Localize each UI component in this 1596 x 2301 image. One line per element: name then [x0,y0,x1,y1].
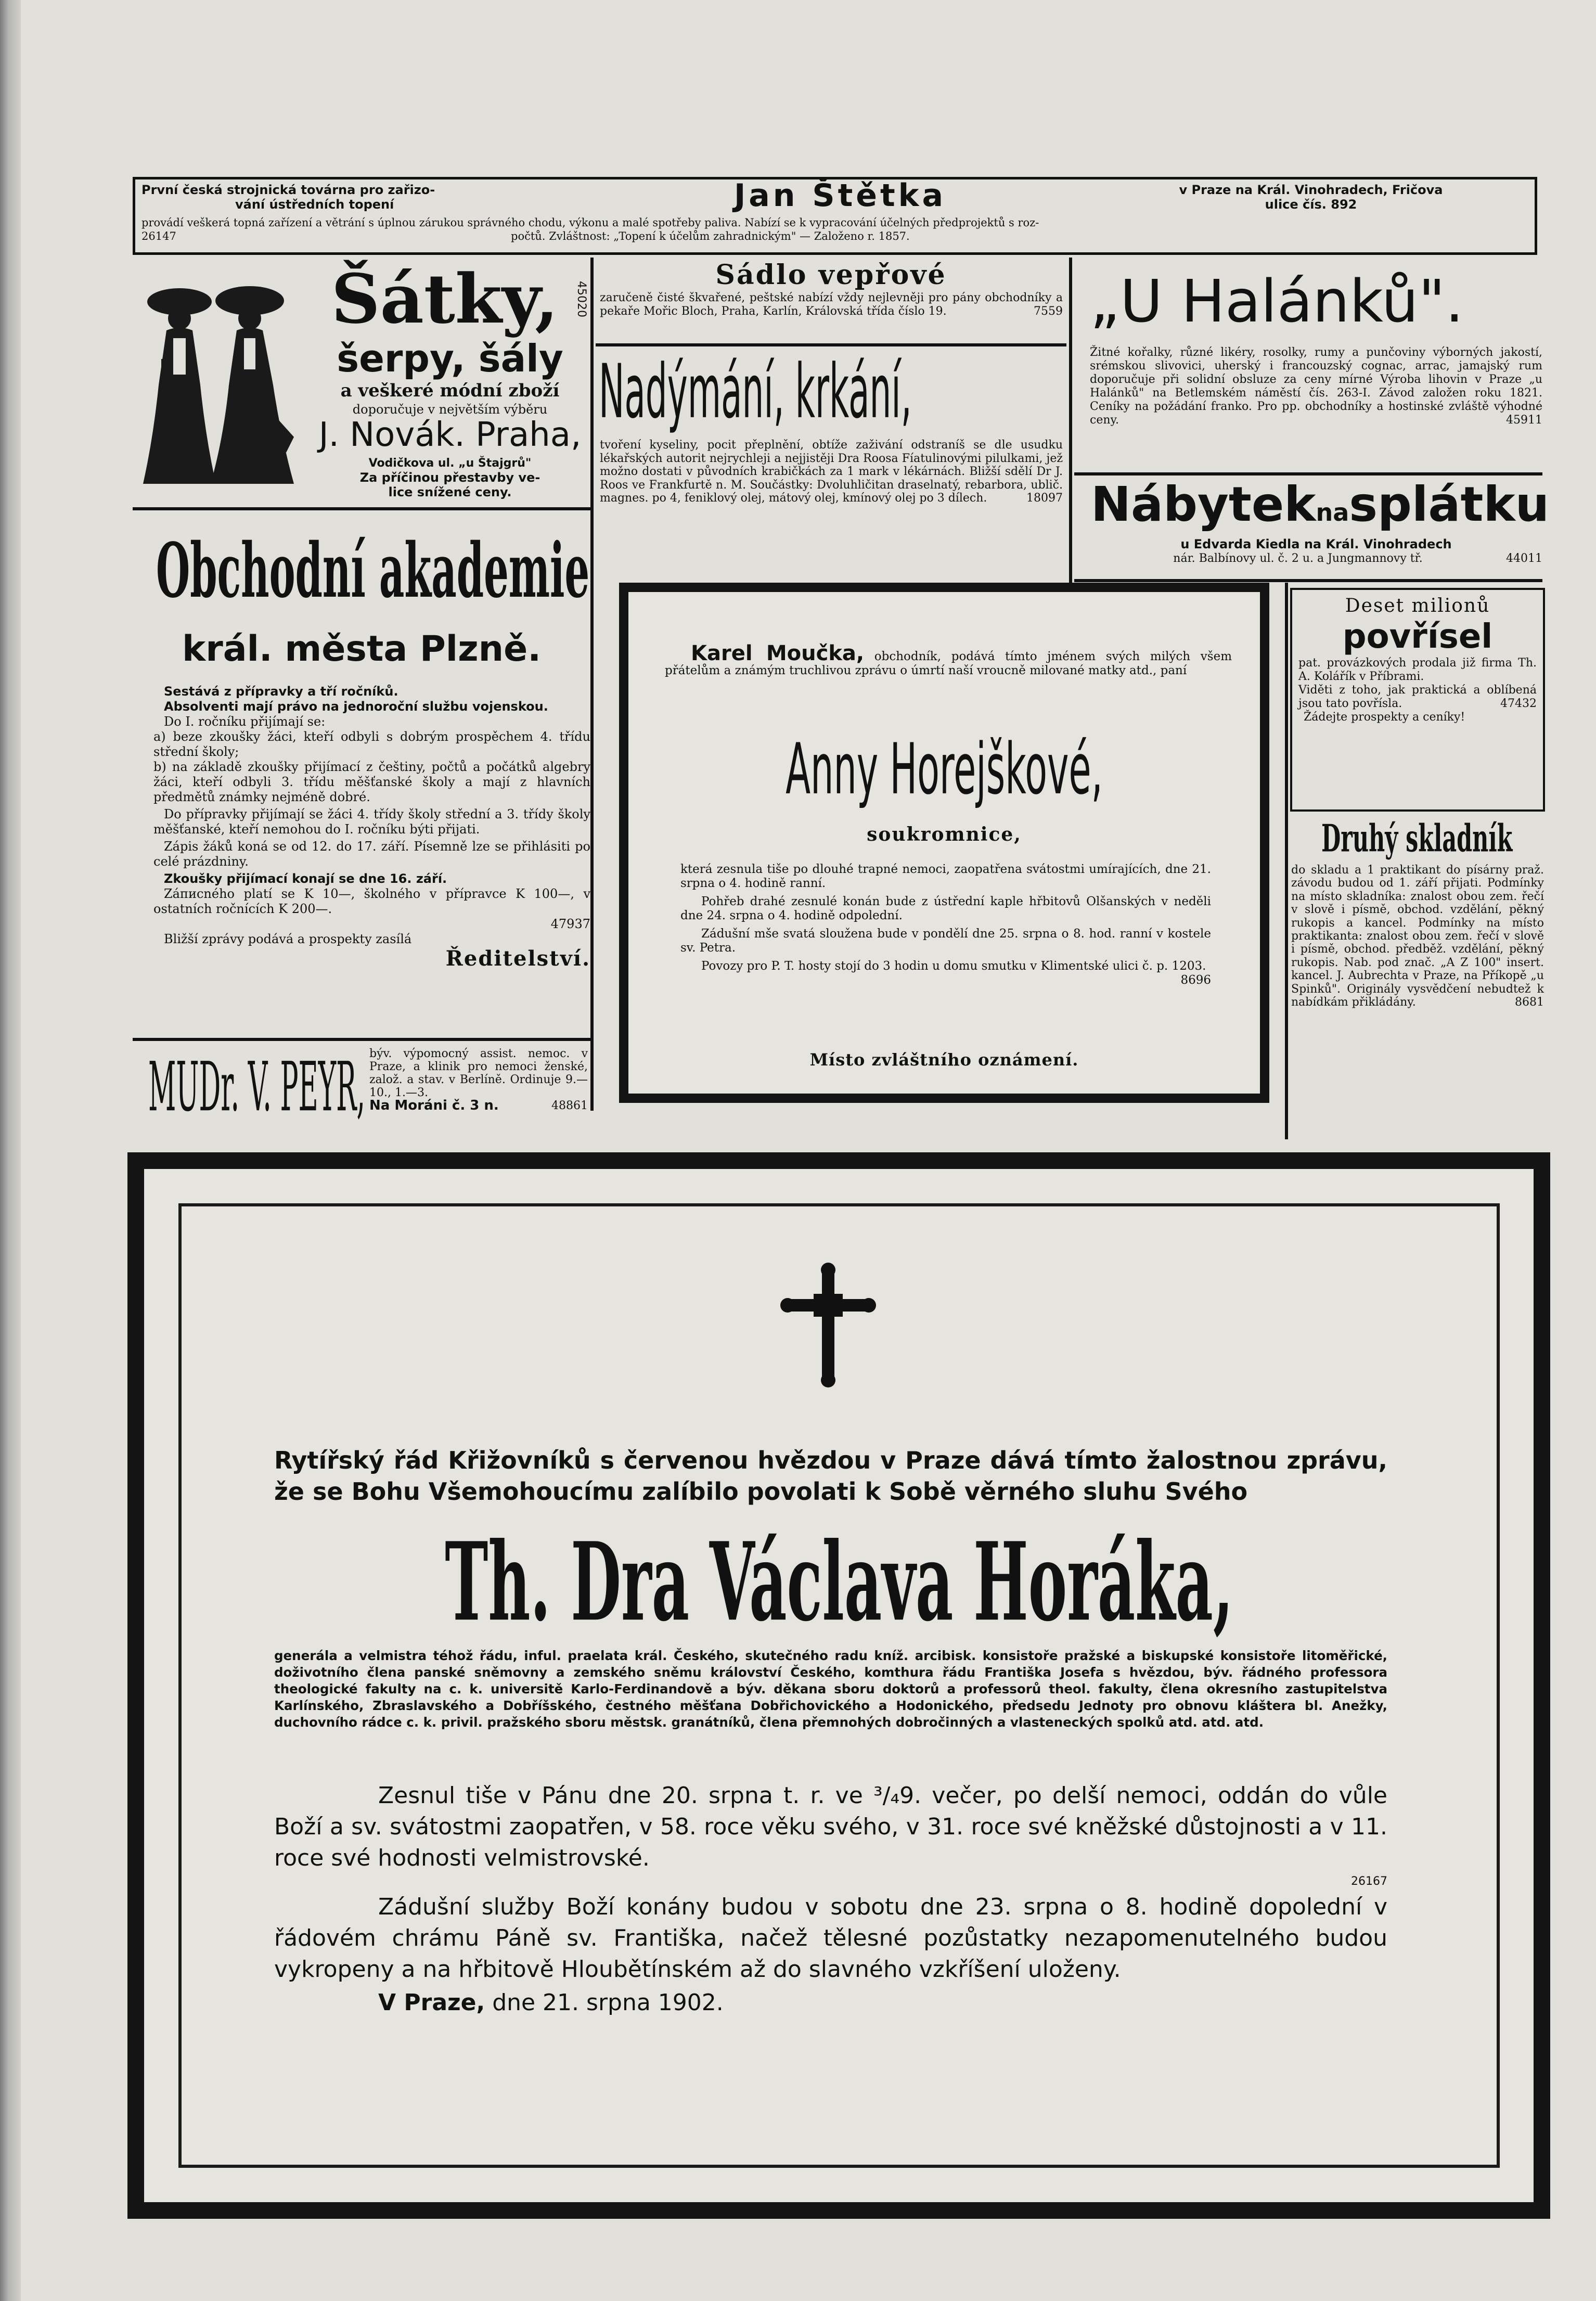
nabytek-body2: nár. Balbínovy ul. č. 2 u. a Jungmannovy tř. [1173,552,1423,565]
peyr-ad [133,1043,590,1132]
satky-note: Za příčinou přestavby ve- [359,470,540,485]
moucka-code: 8696 [1180,973,1211,987]
satky-note2: lice snížené ceny. [388,485,512,499]
moucka-notice [619,583,1269,1103]
akademie-p8: Zkoušky přijímací konají se dne 16. září. [164,871,447,886]
page-edge [0,0,21,2301]
satky-line: a veškeré módní zboží [340,380,560,401]
povrisel-body: pat. provázkových prodala již firma Th. A. Kolářík v Příbrami. [1298,657,1537,683]
akademie-ad [133,512,590,1038]
satky-code: 45020 [575,281,588,317]
satky-title: Šátky, [331,259,559,339]
peyr-code: 48861 [551,1099,588,1112]
moucka-p4: Povozy pro P. T. hosty stojí do 3 hodin u domu smutku v Klimentské ulici č. p. 1203. [701,959,1206,973]
nabytek-rule [1074,579,1542,582]
nabytek-code: 44011 [1506,552,1542,565]
povrisel-body2: Viděti z toho, jak praktická a oblíbená jsou tato povřísla. [1298,684,1537,710]
peyr-title: MUDr. V. PEYR, [148,1047,366,1127]
moucka-name: Karel Moučka, [691,641,865,665]
satky-name: J. Novák. Praha, [318,416,582,454]
akademie-p4: a) beze zkoušky žáci, kteří odbyli s dobrým prospěchem 4. třídu střední školy; [153,729,590,759]
skladnik-code: 8681 [1515,996,1544,1009]
satky-rule [133,507,590,510]
sadlo-ad [596,260,1066,343]
akademie-p6: Do přípravky přijímají se žáci 4. třídy školy střední a 3. třídy školy měšťanské, kteří nemohou do I. ročníku býti přijati. [153,807,590,837]
akademie-title: Obchodní akademie [156,526,590,615]
main-notice-p2: Zádušní služby Boží konány budou v sobotu dne 23. srpna o 8. hodině dopolední v řádovém chrámu Páně sv. Františka, načež tělesné pozůstatky nezapomenutelného budou vykropeny a na hřbitově Hloubětínském až do slavného vzkříšení uloženy. [274,1894,1387,1983]
moucka-p1: která zesnula tiše po dlouhé trapné nemoci, zaopatřena svátostmi umírajících, dne 21. srpna o 4. hodině ranní. [680,863,1211,890]
main-notice-date: dne 21. srpna 1902. [492,1989,724,2016]
header-left-line1: První česká strojnická továrna pro zařizo- [141,183,435,197]
akademie-p7: Zápis žáků koná se od 12. do 17. září. Písemně lze se přihlásiti po celé prázdniny. [153,839,590,869]
column-rule-1 [590,258,594,1111]
sadlo-body: zaručeně čisté škvařené, peštské nabízí vždy nejlevněji pro pány obchodníky a pekaře Mořic Bloch, Praha, Karlín, Královská třída číslo 19. [600,291,1063,318]
nadymani-ad [596,348,1066,582]
skladnik-ad [1290,817,1545,1129]
halanku-title: „U Halánků". [1090,268,1464,336]
nabytek-body: u Edvarda Kiedla na Král. Vinohradech [1180,537,1452,551]
header-right-line2: ulice čís. 892 [1265,197,1357,212]
povrisel-ad [1290,588,1545,812]
skladnik-title: Druhý skladník [1321,816,1513,860]
moucka-intro: obchodník, podává tímto jménem svých milých všem přátelům a známým truchlivou zprávu o úmrtí naší vroucně milované matky atd., paní [665,650,1232,677]
header-right-line1: v Praze na Král. Vinohradech, Fričova [1179,183,1443,197]
sadlo-rule [596,343,1066,346]
column-rule-3 [1285,583,1288,1139]
newspaper-page [21,0,1596,2301]
halanku-ad [1074,260,1542,468]
moucka-deceased: Anny Horejškové, [786,728,1103,811]
header-company-name: Jan Štětka [733,177,947,214]
halanku-body: Žitné kořalky, různé likéry, rosolky, rumy a punčoviny výborných jakostí, srémskou slivovici, uherský i francouzský cognac, arrac, jamajský rum doporučuje při solidní obsluze za ceny mírné Výroba lihovin v Praze „u Halánků" na Betlemském náměstí čís. 263-I. Závod založen roku 1821. Ceníky na požádání franko. Pro pp. obchodníky a hostinské zvláště výhodné ceny. [1090,346,1542,427]
sadlo-code: 7559 [1034,305,1063,318]
main-notice-place: V Praze, [378,1989,485,2016]
nadymani-code: 18097 [1026,492,1063,505]
peyr-body: býv. výpomocný assist. nemoc. v Praze, a klinik pro nemoci ženské, založ. a stav. v Berlíně. Ordinuje 9.—10., 1.—3. [369,1047,588,1099]
akademie-sub: král. města Plzně. [182,628,542,670]
akademie-sign: Ředitelství. [445,946,590,971]
nadymani-title: Nadýmání, krkání, [599,348,912,435]
povrisel-title2: povřísel [1342,618,1493,656]
main-notice-intro: Rytířský řád Křižovníků s červenou hvězdou v Praze dává tímto žalostnou zprávu, že se Bohu Všemohoucímu zalíbilo povolati k Sobě věrného sluhu Svého [274,1446,1387,1506]
header-ad [133,177,1537,255]
header-body: provádí veškerá topná zařízení a větrání s úplnou zárukou správného chodu, výkonu a malé spotřeby paliva. Nabízí se k vypracování účelných předprojektů s roz- [141,216,1039,229]
akademie-p9: Záписného platí se K 10—, školného v přípravce K 100—, v ostatních ročnících K 200—. [153,886,590,916]
main-notice-p1: Zesnul tiše v Pánu dne 20. srpna t. r. ve ³/₄9. večer, po delší nemoci, oddán do vůle Boží a sv. svátostmi zaopatřen, v 58. roce věku svého, v 31. roce své kněžské důstojnosti a v 11. roce své hodnosti velmistrovské. [274,1782,1387,1871]
women-figures-illustration [138,281,304,489]
satky-sub: šerpy, šály [337,337,563,380]
nabytek-ad [1074,476,1550,580]
halanku-rule [1074,472,1542,475]
nadymani-body: tvoření kyseliny, pocit přeplnění, obtíže zaživání odstraníš se dle usudku lékařských autorit nejrychleji a nejjistěji Dra Roosa Fíatulinovými pilulkami, jež možno dostati v původních krabičkách za 1 mark v lékárnách. Bližší sdělí Dr J. Roos ve Frankfurtě n. M. Součástky: Dvoluhličitan draselnatý, rebarbora, ublič. magnes. po 4, feniklový olej, mátový olej, kmínový olej po 3 dílech. [600,439,1063,505]
povrisel-title: Deset milionů [1345,595,1490,616]
akademie-rule [133,1038,590,1041]
povrisel-body3: Žádejte prospekty a ceníky! [1304,711,1465,724]
halanku-code: 45911 [1506,414,1542,427]
akademie-code: 47937 [550,917,590,931]
akademie-p1: Sestává z přípravky a tří ročníků. [164,684,398,699]
main-notice-name: Th. Dra Václava Horáka, [444,1519,1233,1646]
akademie-p3: Do I. ročníku přijímají se: [164,714,326,729]
cross-icon [776,1263,880,1387]
satky-addr: Vodičkova ul. „u Štajgrů" [368,457,532,470]
header-code: 26147 [141,230,176,242]
akademie-p5: b) na základě zkoušky přijímací z češtiny, počtů a počátků algebry žáci, kteří odbyli 3. třídu měšťanské školy a mají z hlavních předmětů známky nejméně dobré. [153,760,590,804]
akademie-p10: Bližší zprávy podává a prospekty zasílá [164,932,412,946]
satky-line2: doporučuje v největším výběru [352,402,548,417]
moucka-p3: Zádušní mše svatá sloužena bude v pondělí dne 25. srpna o 8. hod. ranní v kostele sv. Petra. [680,927,1211,955]
header-body2: počtů. Zvláštnost: „Topení k účelům zahradnickým" — Založeno r. 1857. [511,230,910,242]
header-left-line2: vání ústředních topení [235,197,394,212]
column-rule-2 [1069,258,1072,585]
skladnik-body: do skladu a 1 praktikant do písárny praž. závodu budou od 1. září přijati. Podmínky na místo skladníka: znalost obou zem. řečí v slově i písmě, obchod. vzdělání, pěkný rukopis a kancel. Podmínky na místo praktikanta: znalost obou zem. řečí v slově i písmě, obchod. předběž. vzdělání, pěkný rukopis. Nab. pod znač. „A Z 100" insert. kancel. J. Aubrechta v Praze, na Příkopě „u Spinků". Originály vysvědčení nebudtež k nabídkám přikládány. [1291,864,1544,1009]
satky-ad [133,260,590,505]
sadlo-title: Sádlo vepřové [715,259,947,291]
akademie-p2: Absolventi mají právo na jednoroční službu vojenskou. [164,699,548,714]
main-notice [127,1152,1550,2219]
peyr-addr: Na Moráni č. 3 n. [369,1098,499,1113]
povrisel-code: 47432 [1500,697,1537,710]
main-notice-code: 26167 [1351,1875,1387,1888]
moucka-footer: Místo zvláštního oznámení. [809,1050,1079,1070]
moucka-title: soukromnice, [867,824,1022,845]
nabytek-title: Nábyteknasplátku [1091,477,1550,532]
moucka-p2: Pohřeb drahé zesnulé konán bude z ústřední kaple hřbitovů Olšanských v neděli dne 24. srpna o 4. hodině odpolední. [680,895,1211,922]
main-notice-titles: generála a velmistra téhož řádu, inful. praelata král. Českého, skutečného radu kníž. arcibisk. konsistoře pražské a biskupské konsistoře litoměřické, doživotního člena panské sněmovny a zemského sněmu království Českého, komthura řádu Františka Josefa s hvězdou, býv. řádného professora theologické fakulty na c. k. universitě Karlo-Ferdinandově a býv. děkana sboru doktorů a professorů theol. fakulty, člena okresního zastupitelstva Karlínského, Zbraslavského a Dobříšského, čestného měšťana Dobřichovického a Hodonického, předsedu Jednoty pro obnovu kláštera bl. Anežky, duchovního rádce c. k. privil. pražského sboru městsk. granátníků, člena přemnohých dobročinných a vlasteneckých spolků atd. atd. atd. [274,1648,1387,1730]
